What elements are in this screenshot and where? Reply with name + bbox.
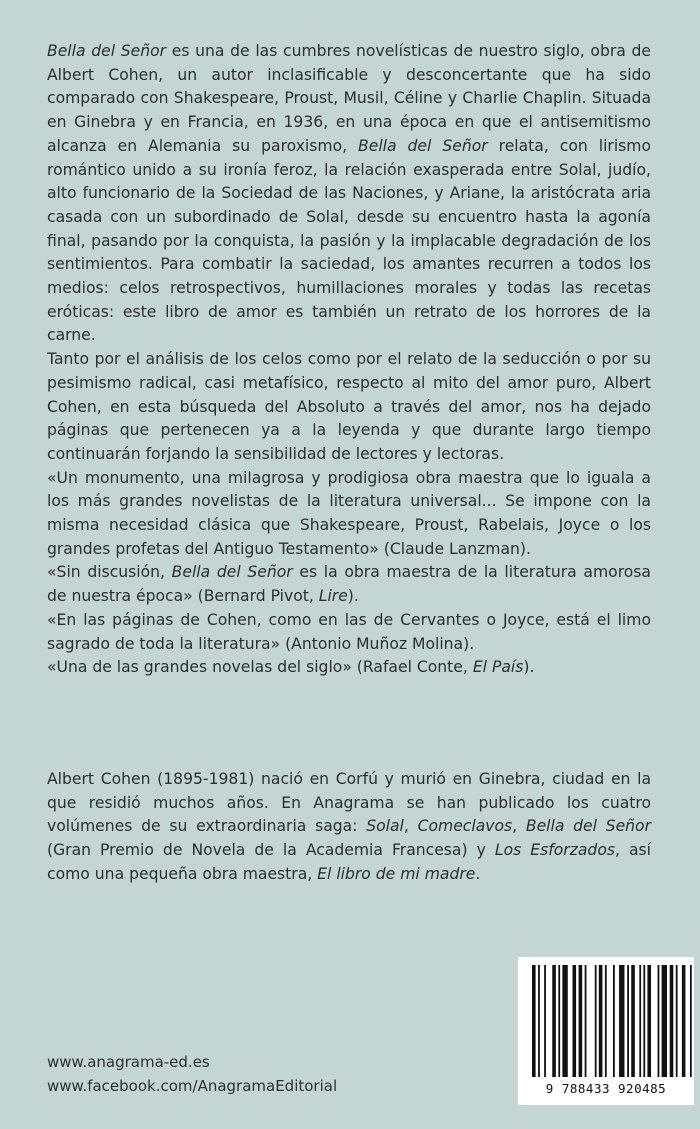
synopsis-text bbox=[47, 40, 651, 680]
publisher-links bbox=[47, 1050, 337, 1098]
barcode-bar bbox=[585, 965, 587, 1077]
barcode-bar bbox=[670, 965, 674, 1077]
synopsis-paragraph-2: Tanto por el análisis de los celos como por el relato de la seducción o por su pesimismo radical, casi metafísico, respecto al mito del amor puro, Albert Cohen, en esta búsqueda del Absoluto a través del amor, nos ha dejado páginas que pertenecen ya a la leyenda y que durante largo tiempo continuarán forjando la sensibilidad de lectores y lectoras. bbox=[47, 350, 651, 463]
barcode-bar bbox=[662, 965, 667, 1077]
author-bio: Albert Cohen (1895-1981) nació en Corfú y murió en Ginebra, ciudad en la que residió muchos años. En Anagrama se han publicado los cuatro volúmenes de su extraordinaria saga: Solal, Comeclavos, Bella del Señor (Gran Premio de Novela de la Academia Francesa) y Los Esforzados, así como una pequeña obra maestra, El libro de mi madre. bbox=[47, 770, 652, 883]
barcode-bar bbox=[562, 965, 567, 1077]
barcode-bar bbox=[647, 965, 651, 1077]
barcode-bar bbox=[619, 965, 624, 1077]
barcode-bar bbox=[658, 965, 660, 1077]
barcode-bar bbox=[676, 965, 678, 1077]
review-quote-munoz-molina: «En las páginas de Cohen, como en las de Cervantes o Joyce, está el limo sagrado de toda la literatura» (Antonio Muñoz Molina). bbox=[47, 610, 651, 653]
book-title-italic: Bella del Señor bbox=[358, 136, 488, 155]
synopsis-paragraph-1: Bella del Señor es una de las cumbres novelísticas de nuestro siglo, obra de Albert Cohen, un autor inclasificable y desconcertante que ha sido comparado con Shakespeare, Proust, Musil, Céline y Charlie Chaplin. Situada en Ginebra y en Francia, en 1936, en una época en que el antisemitismo alcanza en Alemania su paroxismo, Bella del Señor relata, con lirismo romántico unido a su ironía feroz, la relación exasperada entre Solal, judío, alto funcionario de la Sociedad de las Naciones, y Ariane, la aristócrata aria casada con un subordinado de Solal, desde su encuentro hasta la agonía final, pasando por la conquista, la pasión y la implacable degradación de los sentimientos. Para combatir la saciedad, los amantes recurren a todos los medios: celos retrospectivos, humillaciones morales y todas las recetas eróticas: este libro de amor es también un retrato de los horrores de la carne. bbox=[47, 42, 652, 345]
isbn-barcode bbox=[518, 957, 694, 1105]
barcode-bar bbox=[599, 965, 603, 1077]
review-quote-conte: «Una de las grandes novelas del siglo» (Rafael Conte, El País). bbox=[47, 658, 535, 677]
facebook-link[interactable]: www.facebook.com/AnagramaEditorial bbox=[47, 1077, 338, 1095]
barcode-bar bbox=[605, 965, 607, 1077]
barcode-bar bbox=[682, 965, 686, 1077]
barcode-bar bbox=[573, 965, 577, 1077]
review-quote-lanzman: «Un monumento, una milagrosa y prodigiosa obra maestra que lo iguala a los más grandes novelistas de la literatura universal... Se impone con la misma necesidad clásica que Shakespeare, Proust, Rabelais, Joyce o los grandes profetas del Antiguo Testamento» (Claude Lanzman). bbox=[47, 468, 651, 558]
barcode-bar bbox=[544, 965, 546, 1077]
website-link[interactable]: www.anagrama-ed.es bbox=[47, 1053, 210, 1071]
barcode-bar bbox=[643, 965, 645, 1077]
barcode-bar bbox=[538, 965, 540, 1077]
book-title-italic: Bella del Señor bbox=[47, 42, 167, 60]
barcode-bar bbox=[690, 965, 692, 1077]
barcode-bar bbox=[639, 965, 641, 1077]
barcode-bar bbox=[613, 965, 615, 1077]
barcode-digits: 9 788433 920485 bbox=[545, 1081, 667, 1096]
barcode-bar bbox=[595, 965, 597, 1077]
barcode-bar bbox=[552, 965, 556, 1077]
barcode-bar bbox=[579, 965, 583, 1077]
barcode-bar bbox=[627, 965, 629, 1077]
barcode-bar bbox=[631, 965, 635, 1077]
barcode-bar bbox=[558, 965, 560, 1077]
barcode-bar bbox=[532, 965, 536, 1077]
review-quote-pivot: «Sin discusión, Bella del Señor es la obra maestra de la literatura amorosa de nuestra época» (Bernard Pivot, Lire). bbox=[47, 563, 651, 606]
